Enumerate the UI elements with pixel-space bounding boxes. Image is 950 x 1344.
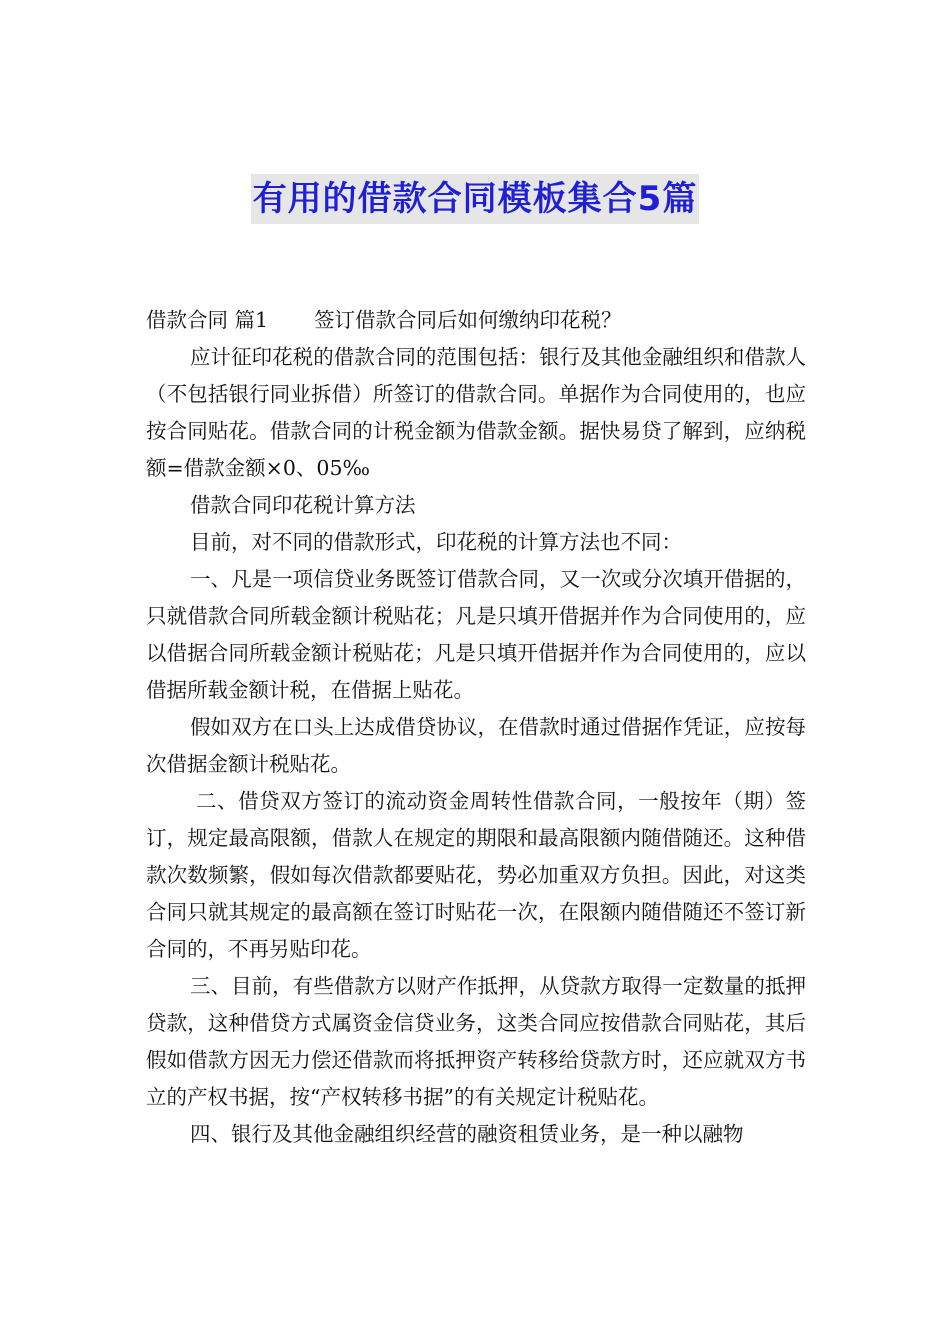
paragraph-item-4: 四、银行及其他金融组织经营的融资租赁业务，是一种以融物 [190,1122,744,1146]
section-label: 借款合同 篇1 [146,308,269,332]
paragraph-item-2: 二、借贷双方签订的流动资金周转性借款合同，一般按年（期）签订，规定最高限额，借款人在规定的期限和最高限额内随借随还。这种借款次数频繁，假如每次借款都要贴花，势必加重双方负担。因此，对这类合同只就其规定的最高额在签订时贴花一次，在限额内随借随还不签订新合同的，不再另贴印花。 [146,789,806,961]
document-body [146,302,806,1153]
paragraph-item-1: 一、凡是一项信贷业务既签订借款合同，又一次或分次填开借据的，只就借款合同所载金额计税贴花；凡是只填开借据并作为合同使用的，应以借据合同所载金额计税贴花；凡是只填开借据并作为合同使用的，应以借据所载金额计税，在借据上贴花。 [146,567,806,702]
paragraph-intro: 目前，对不同的借款形式，印花税的计算方法也不同： [190,530,682,554]
section-question: 签订借款合同后如何缴纳印花税？ [314,308,622,332]
paragraph-scope: 应计征印花税的借款合同的范围包括：银行及其他金融组织和借款人（不包括银行同业拆借）所签订的借款合同。单据作为合同使用的，也应按合同贴花。借款合同的计税金额为借款金额。据快易贷了解到，应纳税额=借款金额×0、05‰ [146,345,806,480]
title-container [0,174,950,224]
paragraph-method-heading: 借款合同印花税计算方法 [190,493,416,517]
document-title: 有用的借款合同模板集合5篇 [251,174,700,224]
paragraph-item-3: 三、目前，有些借款方以财产作抵押，从贷款方取得一定数量的抵押贷款，这种借贷方式属资金信贷业务，这类合同应按借款合同贴花，其后假如借款方因无力偿还借款而将抵押资产转移给贷款方时，还应就双方书立的产权书据，按“产权转移书据”的有关规定计税贴花。 [146,974,806,1109]
paragraph-oral-agreement: 假如双方在口头上达成借贷协议，在借款时通过借据作凭证，应按每次借据金额计税贴花。 [146,715,806,776]
section-heading [146,302,806,339]
